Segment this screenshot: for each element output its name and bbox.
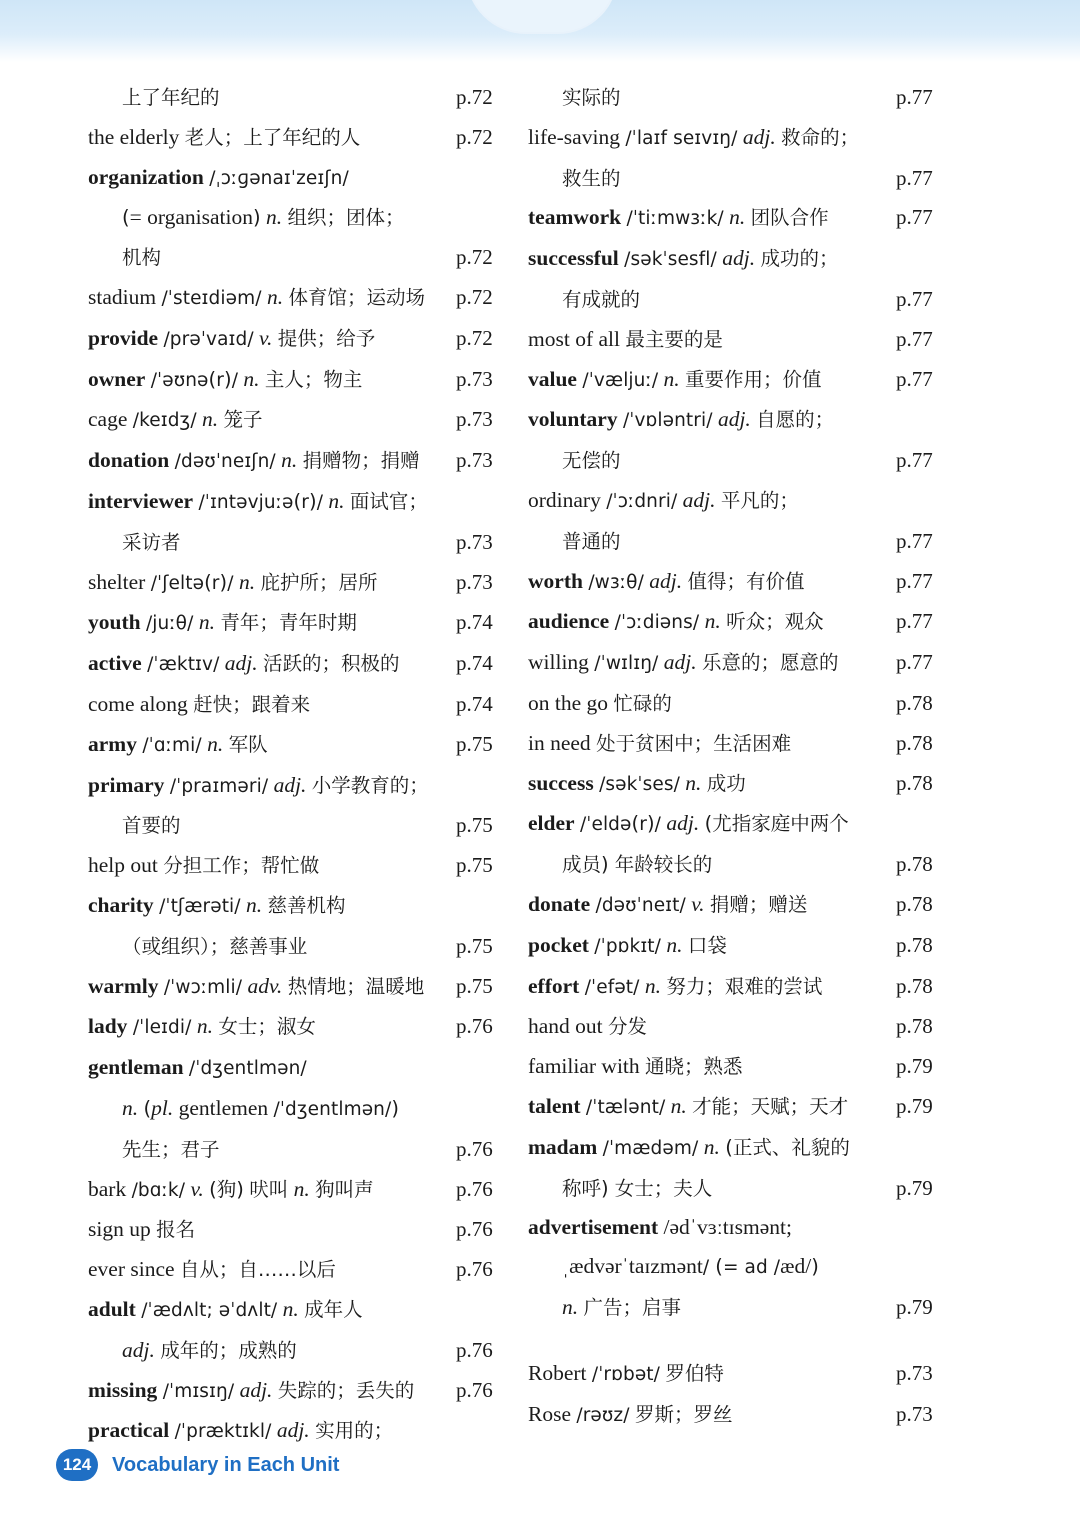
entry-text: stadium /ˈsteɪdiəm/ n. 体育馆；运动场: [88, 284, 425, 309]
top-arc-ornament: [466, 0, 618, 34]
entry-text: effort /ˈefət/ n. 努力；艰难的尝试: [528, 973, 823, 998]
vocabulary-entry: [528, 1288, 958, 1328]
entry-text: sign up 报名: [88, 1217, 196, 1242]
vocabulary-entry: [528, 845, 958, 885]
entry-text: adj. 成年的；成熟的: [122, 1337, 297, 1362]
vocabulary-entry: [528, 1395, 958, 1436]
entry-text: successful /səkˈsesfl/ adj. 成功的；: [528, 246, 839, 271]
entry-text: in need 处于贫困中；生活困难: [528, 730, 792, 755]
entry-text: active /ˈæktɪv/ adj. 活跃的；积极的: [88, 651, 400, 676]
vocabulary-entry: [88, 927, 518, 967]
entry-text: 实际的: [562, 86, 621, 109]
vocabulary-entry: [528, 764, 958, 805]
entry-page-ref: p.78: [896, 770, 933, 795]
vocabulary-entry: [528, 724, 958, 764]
right-column: [528, 78, 958, 1452]
entry-text: pocket /ˈpɒkɪt/ n. 口袋: [528, 932, 727, 957]
entry-page-ref: p.72: [456, 85, 493, 109]
entry-page-ref: p.76: [456, 1014, 493, 1039]
vocabulary-entry: [88, 238, 518, 278]
vocabulary-entry: [88, 78, 518, 118]
vocabulary-entry: [88, 1210, 518, 1250]
entry-text: madam /ˈmædəm/ n. (正式、礼貌的: [528, 1134, 850, 1159]
entry-text: donation /dəʊˈneɪʃn/ n. 捐赠物；捐赠: [88, 448, 420, 473]
entry-page-ref: p.77: [896, 609, 933, 634]
vocabulary-entry: [88, 886, 518, 927]
entry-text: 采访者: [122, 530, 181, 554]
entry-text: warmly /ˈwɔːmli/ adv. 热情地；温暖地: [88, 973, 425, 998]
vocabulary-entry: [528, 967, 958, 1008]
vocabulary-entry: [528, 320, 958, 360]
entry-page-ref: p.78: [896, 730, 933, 755]
entry-page-ref: p.74: [456, 691, 493, 716]
entry-page-ref: p.75: [456, 853, 493, 878]
entry-text: cage /keɪdʒ/ n. 笼子: [88, 407, 263, 432]
entry-text: success /səkˈses/ n. 成功: [528, 770, 746, 795]
page-top-decoration: [0, 0, 1080, 62]
vocabulary-entry: [528, 1128, 958, 1169]
entry-page-ref: p.72: [456, 124, 493, 149]
entry-page-ref: p.77: [896, 448, 933, 473]
vocabulary-entry: [528, 1087, 958, 1128]
entry-page-ref: p.79: [896, 1294, 933, 1319]
vocabulary-entry: [88, 441, 518, 482]
entry-text: worth /wɜːθ/ adj. 值得；有价值: [528, 568, 805, 593]
entry-text: charity /ˈtʃærəti/ n. 慈善机构: [88, 892, 346, 917]
vocabulary-entry: [88, 158, 518, 199]
vocabulary-entry: [88, 1250, 518, 1290]
entry-page-ref: p.77: [896, 326, 933, 351]
vocabulary-entry: [528, 684, 958, 724]
entry-page-ref: p.77: [896, 366, 933, 391]
entry-text: come along 赶快；跟着来: [88, 691, 311, 716]
vocabulary-entry: [528, 118, 958, 159]
vocabulary-entry: [88, 400, 518, 441]
entry-page-ref: p.76: [456, 1257, 493, 1282]
vocabulary-entry: [528, 1007, 958, 1047]
entry-page-ref: p.73: [896, 1360, 933, 1385]
entry-page-ref: p.79: [896, 1093, 933, 1118]
entry-text: 普通的: [562, 529, 621, 553]
entry-page-ref: p.74: [456, 610, 493, 635]
vocabulary-entry: [88, 563, 518, 604]
vocabulary-entry: [88, 319, 518, 360]
page-footer: [56, 1449, 339, 1481]
entry-text: familiar with 通晓；熟悉: [528, 1054, 743, 1079]
vocabulary-entry: [528, 78, 958, 118]
entry-text: gentleman /ˈdʒentlmən/: [88, 1055, 307, 1080]
entry-text: (= organisation) n. 组织；团体；: [122, 205, 405, 230]
vocabulary-entry: [528, 885, 958, 926]
vocabulary-entry: [88, 603, 518, 644]
entry-text: 成员) 年龄较长的: [562, 853, 713, 877]
entry-text: adult /ˈædʌlt; əˈdʌlt/ n. 成年人: [88, 1296, 363, 1321]
entry-page-ref: p.75: [456, 813, 493, 838]
entry-text: youth /juːθ/ n. 青年；青年时期: [88, 610, 357, 635]
entry-page-ref: p.78: [896, 1014, 933, 1039]
entry-text: ordinary /ˈɔːdnri/ adj. 平凡的；: [528, 487, 799, 512]
entry-page-ref: p.78: [896, 932, 933, 957]
vocabulary-entry: [88, 523, 518, 563]
vocabulary-entry: [88, 1331, 518, 1371]
entry-text: 机构: [122, 246, 162, 270]
entry-text: voluntary /ˈvɒləntri/ adj. 自愿的；: [528, 407, 835, 432]
entry-page-ref: p.72: [456, 245, 493, 270]
entry-text: donate /dəʊˈneɪt/ v. 捐赠；赠送: [528, 891, 808, 916]
entry-page-ref: p.77: [896, 205, 933, 230]
entry-page-ref: p.79: [896, 1054, 933, 1079]
vocabulary-entry: [88, 1411, 518, 1452]
vocabulary-entry: [528, 441, 958, 481]
entry-text: help out 分担工作；帮忙做: [88, 853, 320, 878]
vocabulary-entry: [88, 278, 518, 319]
entry-text: army /ˈɑːmi/ n. 军队: [88, 731, 268, 756]
vocabulary-entry: [88, 360, 518, 401]
entry-text: Robert /ˈrɒbət/ 罗伯特: [528, 1360, 724, 1385]
entry-text: 有成就的: [562, 287, 641, 311]
entry-page-ref: p.74: [456, 651, 493, 676]
entry-text: shelter /ˈʃeltə(r)/ n. 庇护所；居所: [88, 569, 378, 594]
vocabulary-entry: [528, 926, 958, 967]
entry-page-ref: p.78: [896, 852, 933, 877]
vocabulary-entry: [88, 644, 518, 685]
entry-text: （或组织）；慈善事业: [122, 934, 308, 958]
entry-page-ref: p.73: [456, 448, 493, 473]
entry-text: ever since 自从；自……以后: [88, 1257, 336, 1282]
vocabulary-entry: [88, 1089, 518, 1130]
entry-text: n. 广告；启事: [562, 1294, 682, 1319]
vocabulary-entry: [88, 766, 518, 807]
vocabulary-entry: [528, 1169, 958, 1209]
entry-page-ref: p.77: [896, 165, 933, 190]
entry-text: bark /bɑːk/ v. (狗) 吠叫 n. 狗叫声: [88, 1176, 374, 1201]
entry-text: audience /ˈɔːdiəns/ n. 听众；观众: [528, 609, 824, 634]
entry-text: provide /prəˈvaɪd/ v. 提供；给予: [88, 325, 376, 350]
vocabulary-entry: [88, 846, 518, 886]
vocabulary-entry: [88, 1290, 518, 1331]
entry-page-ref: p.76: [456, 1136, 493, 1161]
vocabulary-entry: [528, 602, 958, 643]
entry-text: lady /ˈleɪdi/ n. 女士；淑女: [88, 1014, 316, 1039]
footer-section-title: Vocabulary in Each Unit: [112, 1453, 340, 1476]
vocabulary-entry: [528, 1047, 958, 1087]
vocabulary-entry: [88, 1130, 518, 1170]
entry-page-ref: p.76: [456, 1217, 493, 1242]
entry-text: life-saving /ˈlaɪf seɪvɪŋ/ adj. 救命的；: [528, 124, 860, 149]
entry-page-ref: p.73: [456, 407, 493, 432]
entry-text: 先生；君子: [122, 1137, 220, 1161]
vocabulary-entry: [528, 643, 958, 684]
vocabulary-entry: [528, 239, 958, 280]
entry-text: value /ˈvæljuː/ n. 重要作用；价值: [528, 366, 822, 391]
entry-page-ref: p.78: [896, 973, 933, 998]
vocabulary-entry: [528, 522, 958, 562]
entry-text: 首要的: [122, 814, 181, 838]
vocabulary-entry: [528, 1208, 958, 1247]
entry-page-ref: p.75: [456, 973, 493, 998]
page-number-badge: 124: [56, 1449, 98, 1481]
vocabulary-entry: [88, 685, 518, 725]
entry-text: teamwork /ˈtiːmwɜːk/ n. 团队合作: [528, 205, 829, 230]
entry-text: organization /ˌɔːɡənaɪˈzeɪʃn/: [88, 164, 349, 189]
entry-text: 上了年纪的: [122, 86, 220, 109]
entry-page-ref: p.79: [896, 1175, 933, 1200]
entry-page-ref: p.77: [896, 85, 933, 109]
entry-text: missing /ˈmɪsɪŋ/ adj. 失踪的；丢失的: [88, 1377, 415, 1402]
entry-page-ref: p.77: [896, 650, 933, 675]
entry-page-ref: p.73: [456, 366, 493, 391]
entry-page-ref: p.72: [456, 284, 493, 309]
entry-text: willing /ˈwɪlɪŋ/ adj. 乐意的；愿意的: [528, 650, 839, 675]
entry-text: elder /ˈeldə(r)/ adj. (尤指家庭中两个: [528, 811, 849, 836]
entry-text: 救生的: [562, 166, 621, 190]
entry-page-ref: p.75: [456, 731, 493, 756]
section-spacer: [528, 1328, 958, 1354]
entry-text: advertisement /ədˈvɜːtɪsmənt;: [528, 1215, 792, 1240]
entry-text: talent /ˈtælənt/ n. 才能；天赋；天才: [528, 1093, 849, 1118]
entry-text: the elderly 老人；上了年纪的人: [88, 124, 361, 149]
entry-text: primary /ˈpraɪməri/ adj. 小学教育的；: [88, 772, 429, 797]
entry-page-ref: p.77: [896, 568, 933, 593]
entry-text: 称呼) 女士；夫人: [562, 1176, 713, 1200]
entry-page-ref: p.78: [896, 891, 933, 916]
vocabulary-entry: [88, 1048, 518, 1089]
vocabulary-entry: [88, 198, 518, 238]
vocabulary-entry: [88, 482, 518, 523]
entry-text: 无偿的: [562, 449, 621, 473]
entry-page-ref: p.73: [456, 569, 493, 594]
vocabulary-entry: [528, 1354, 958, 1395]
vocabulary-entry: [88, 1007, 518, 1048]
vocabulary-entry: [528, 360, 958, 401]
vocabulary-entry: [88, 118, 518, 158]
entry-page-ref: p.75: [456, 933, 493, 958]
vocabulary-entry: [528, 159, 958, 199]
entry-text: on the go 忙碌的: [528, 690, 672, 715]
entry-text: owner /ˈəʊnə(r)/ n. 主人；物主: [88, 366, 363, 391]
vocabulary-entry: [88, 1371, 518, 1412]
entry-text: ˌædvərˈtaɪzmənt/ (= ad /æd/): [562, 1254, 819, 1279]
vocabulary-entry: [88, 967, 518, 1008]
entry-page-ref: p.73: [456, 529, 493, 554]
vocabulary-entry: [528, 562, 958, 603]
vocabulary-columns: [0, 78, 1080, 1452]
entry-page-ref: p.73: [896, 1401, 933, 1426]
vocabulary-entry: [528, 280, 958, 320]
entry-page-ref: p.78: [896, 690, 933, 715]
vocabulary-entry: [528, 481, 958, 522]
vocabulary-entry: [528, 400, 958, 441]
entry-text: interviewer /ˈɪntəvjuːə(r)/ n. 面试官；: [88, 488, 428, 513]
entry-page-ref: p.72: [456, 325, 493, 350]
entry-page-ref: p.77: [896, 528, 933, 553]
vocabulary-entry: [88, 806, 518, 846]
vocabulary-entry: [528, 1247, 958, 1288]
left-column: [88, 78, 518, 1452]
entry-page-ref: p.76: [456, 1337, 493, 1362]
entry-page-ref: p.76: [456, 1176, 493, 1201]
vocabulary-entry: [88, 725, 518, 766]
entry-text: n. (pl. gentlemen /ˈdʒentlmən/): [122, 1095, 399, 1120]
entry-text: hand out 分发: [528, 1014, 648, 1039]
vocabulary-entry: [528, 198, 958, 239]
entry-page-ref: p.76: [456, 1377, 493, 1402]
entry-text: practical /ˈpræktɪkl/ adj. 实用的；: [88, 1418, 394, 1443]
vocabulary-entry: [528, 804, 958, 845]
vocabulary-entry: [88, 1170, 518, 1211]
entry-text: most of all 最主要的是: [528, 326, 723, 351]
entry-page-ref: p.77: [896, 286, 933, 311]
entry-text: Rose /rəʊz/ 罗斯；罗丝: [528, 1401, 733, 1426]
